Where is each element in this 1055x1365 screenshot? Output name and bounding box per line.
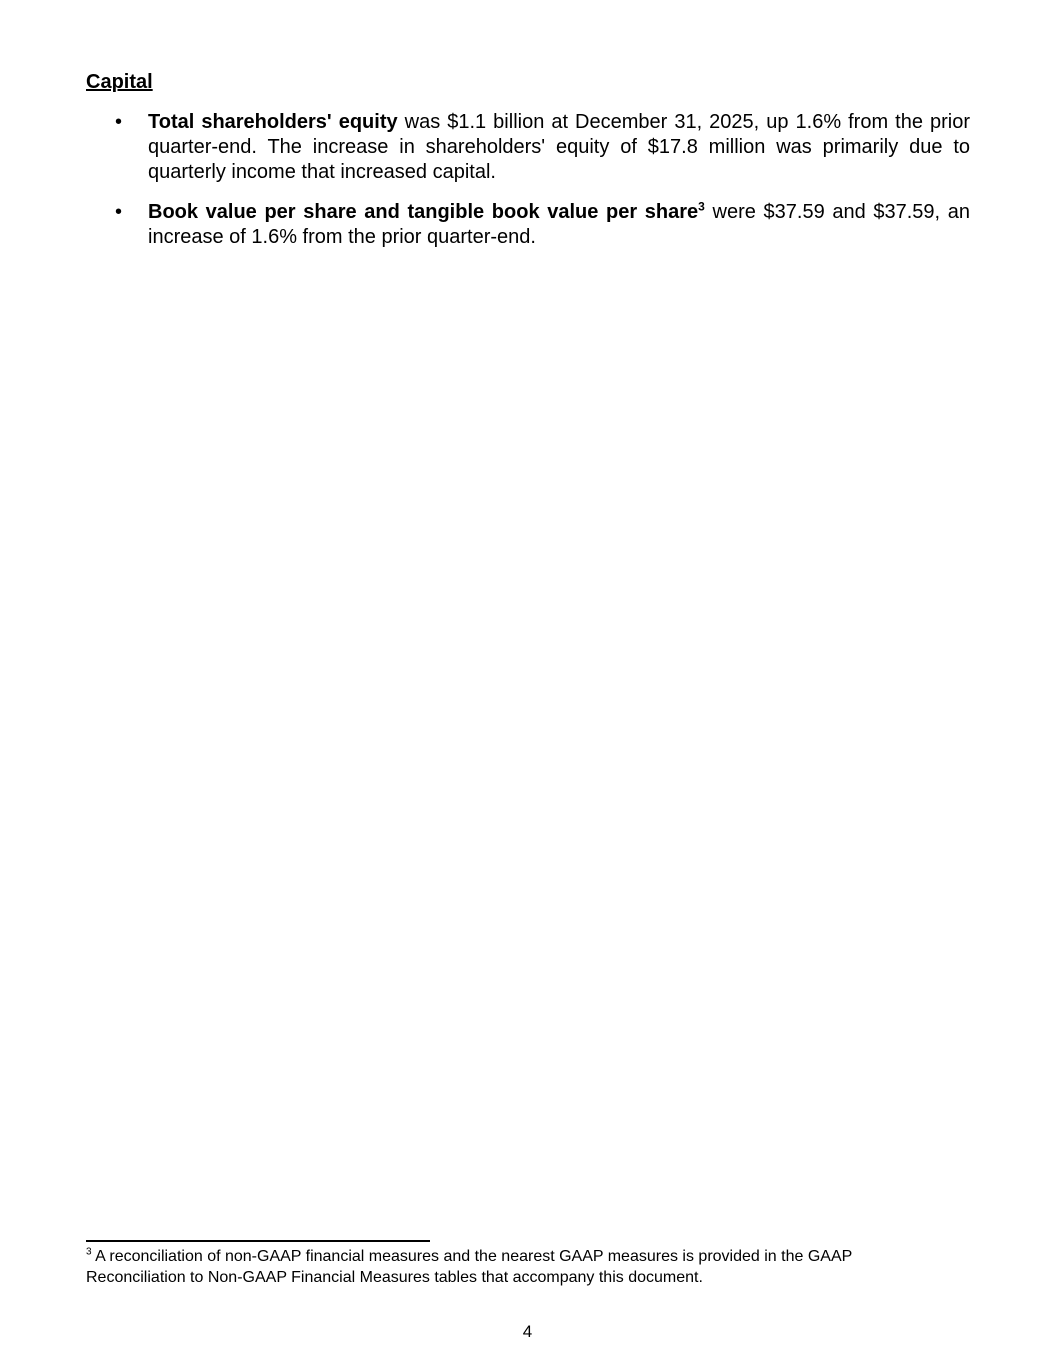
page-number: 4: [522, 1322, 533, 1341]
bullet-marker: •: [115, 111, 123, 133]
bullet-list: [86, 110, 970, 265]
bullet-text: were $37.59 and $37.59, an increase of 1.6% from the prior quarter-end.: [148, 201, 970, 248]
bullet-bold-lead: Book value per share and tangible book value per share: [148, 201, 699, 223]
footnote-divider: [86, 1240, 430, 1242]
footnote-text: A reconciliation of non-GAAP financial measures and the nearest GAAP measures is provided in the GAAP Reconciliation to Non-GAAP Financial Measures tables that accompany this document.: [86, 1248, 852, 1286]
bullet-marker: •: [115, 201, 123, 223]
bullet-item-book-value: [86, 200, 970, 250]
section-heading: Capital: [86, 71, 153, 93]
footnote-number: 3: [86, 1246, 92, 1258]
bullet-text: was $1.1 billion at December 31, 2025, up 1.6% from the prior quarter-end. The increase in shareholders' equity of $17.8 million was primarily due to quarterly income that increased capital.: [148, 111, 970, 183]
footnote-reference: 3: [698, 199, 705, 214]
footnote: [86, 1246, 946, 1288]
bullet-bold-lead: Total shareholders' equity: [148, 111, 398, 133]
bullet-item-shareholders-equity: [86, 110, 970, 185]
